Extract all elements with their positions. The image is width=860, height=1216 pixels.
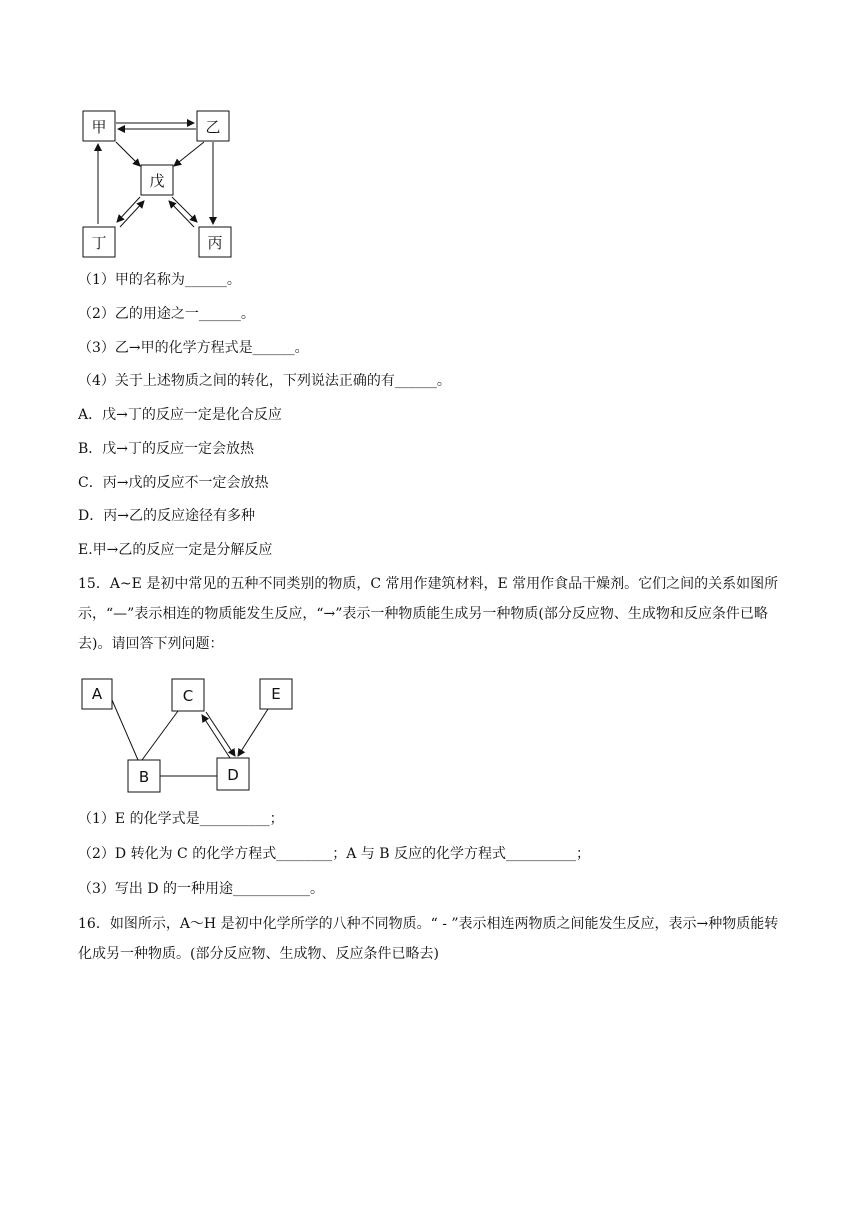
edge-a-b bbox=[112, 700, 138, 760]
arrow-d-to-c bbox=[202, 715, 230, 758]
q16-stem: 16．如图所示，A～H 是初中化学所学的八种不同物质。“ - ”表示相连两物质之间能发生反应，表示→种物质能转化成另一种物质。(部分反应物、生成物、反应条件已略去) bbox=[78, 916, 779, 962]
q14-option-d: D．丙→乙的反应途径有多种 bbox=[78, 508, 255, 524]
arrow-c-to-d bbox=[206, 712, 235, 756]
node-a-label: A bbox=[91, 685, 103, 703]
node-wu-label: 戊 bbox=[149, 172, 165, 190]
q15-sub2: （2）D 转化为 C 的化学方程式________；A 与 B 反应的化学方程式__________； bbox=[78, 846, 590, 862]
node-jia-label: 甲 bbox=[91, 118, 107, 136]
q15-sub1: （1）E 的化学式是__________； bbox=[78, 811, 284, 827]
arrow-yi-to-wu bbox=[174, 142, 204, 166]
q15-stem: 15．A~E 是初中常见的五种不同类别的物质，C 常用作建筑材料，E 常用作食品干燥剂。它们之间的关系如图所示，“—”表示相连的物质能发生反应，“→”表示一种物质能生成另一种物质(部分反应物、生成物和反应条件已略去)。请回答下列问题： bbox=[78, 576, 779, 652]
arrow-jia-to-wu bbox=[116, 142, 140, 166]
arrow-bing-to-wu bbox=[169, 201, 194, 227]
arrow-e-to-d bbox=[238, 709, 268, 756]
q14-sub3: （3）乙→甲的化学方程式是______。 bbox=[78, 340, 309, 356]
q14-sub2: （2）乙的用途之一______。 bbox=[78, 306, 255, 322]
node-c-label: C bbox=[182, 687, 194, 705]
edge-b-c bbox=[142, 711, 178, 760]
node-b-label: B bbox=[138, 768, 150, 786]
q14-option-a: A．戊→丁的反应一定是化合反应 bbox=[78, 407, 282, 423]
q14-sub4: （4）关于上述物质之间的转化，下列说法正确的有______。 bbox=[78, 373, 451, 389]
node-d-label: D bbox=[227, 766, 239, 784]
node-yi-label: 乙 bbox=[205, 118, 221, 136]
q14-option-b: B．戊→丁的反应一定会放热 bbox=[78, 441, 255, 457]
q15-sub3: （3）写出 D 的一种用途___________。 bbox=[78, 881, 325, 897]
diagram-2 bbox=[70, 672, 310, 800]
arrow-ding-to-wu bbox=[120, 201, 144, 227]
diagram-1 bbox=[70, 100, 250, 260]
node-bing-label: 丙 bbox=[207, 234, 223, 252]
arrow-wu-to-bing bbox=[172, 197, 197, 222]
q14-option-e: E.甲→乙的反应一定是分解反应 bbox=[78, 542, 273, 558]
node-ding-label: 丁 bbox=[91, 234, 107, 252]
q14-sub1: （1）甲的名称为______。 bbox=[78, 272, 241, 288]
node-e-label: E bbox=[271, 685, 281, 703]
q14-option-c: C．丙→戊的反应不一定会放热 bbox=[78, 475, 269, 491]
